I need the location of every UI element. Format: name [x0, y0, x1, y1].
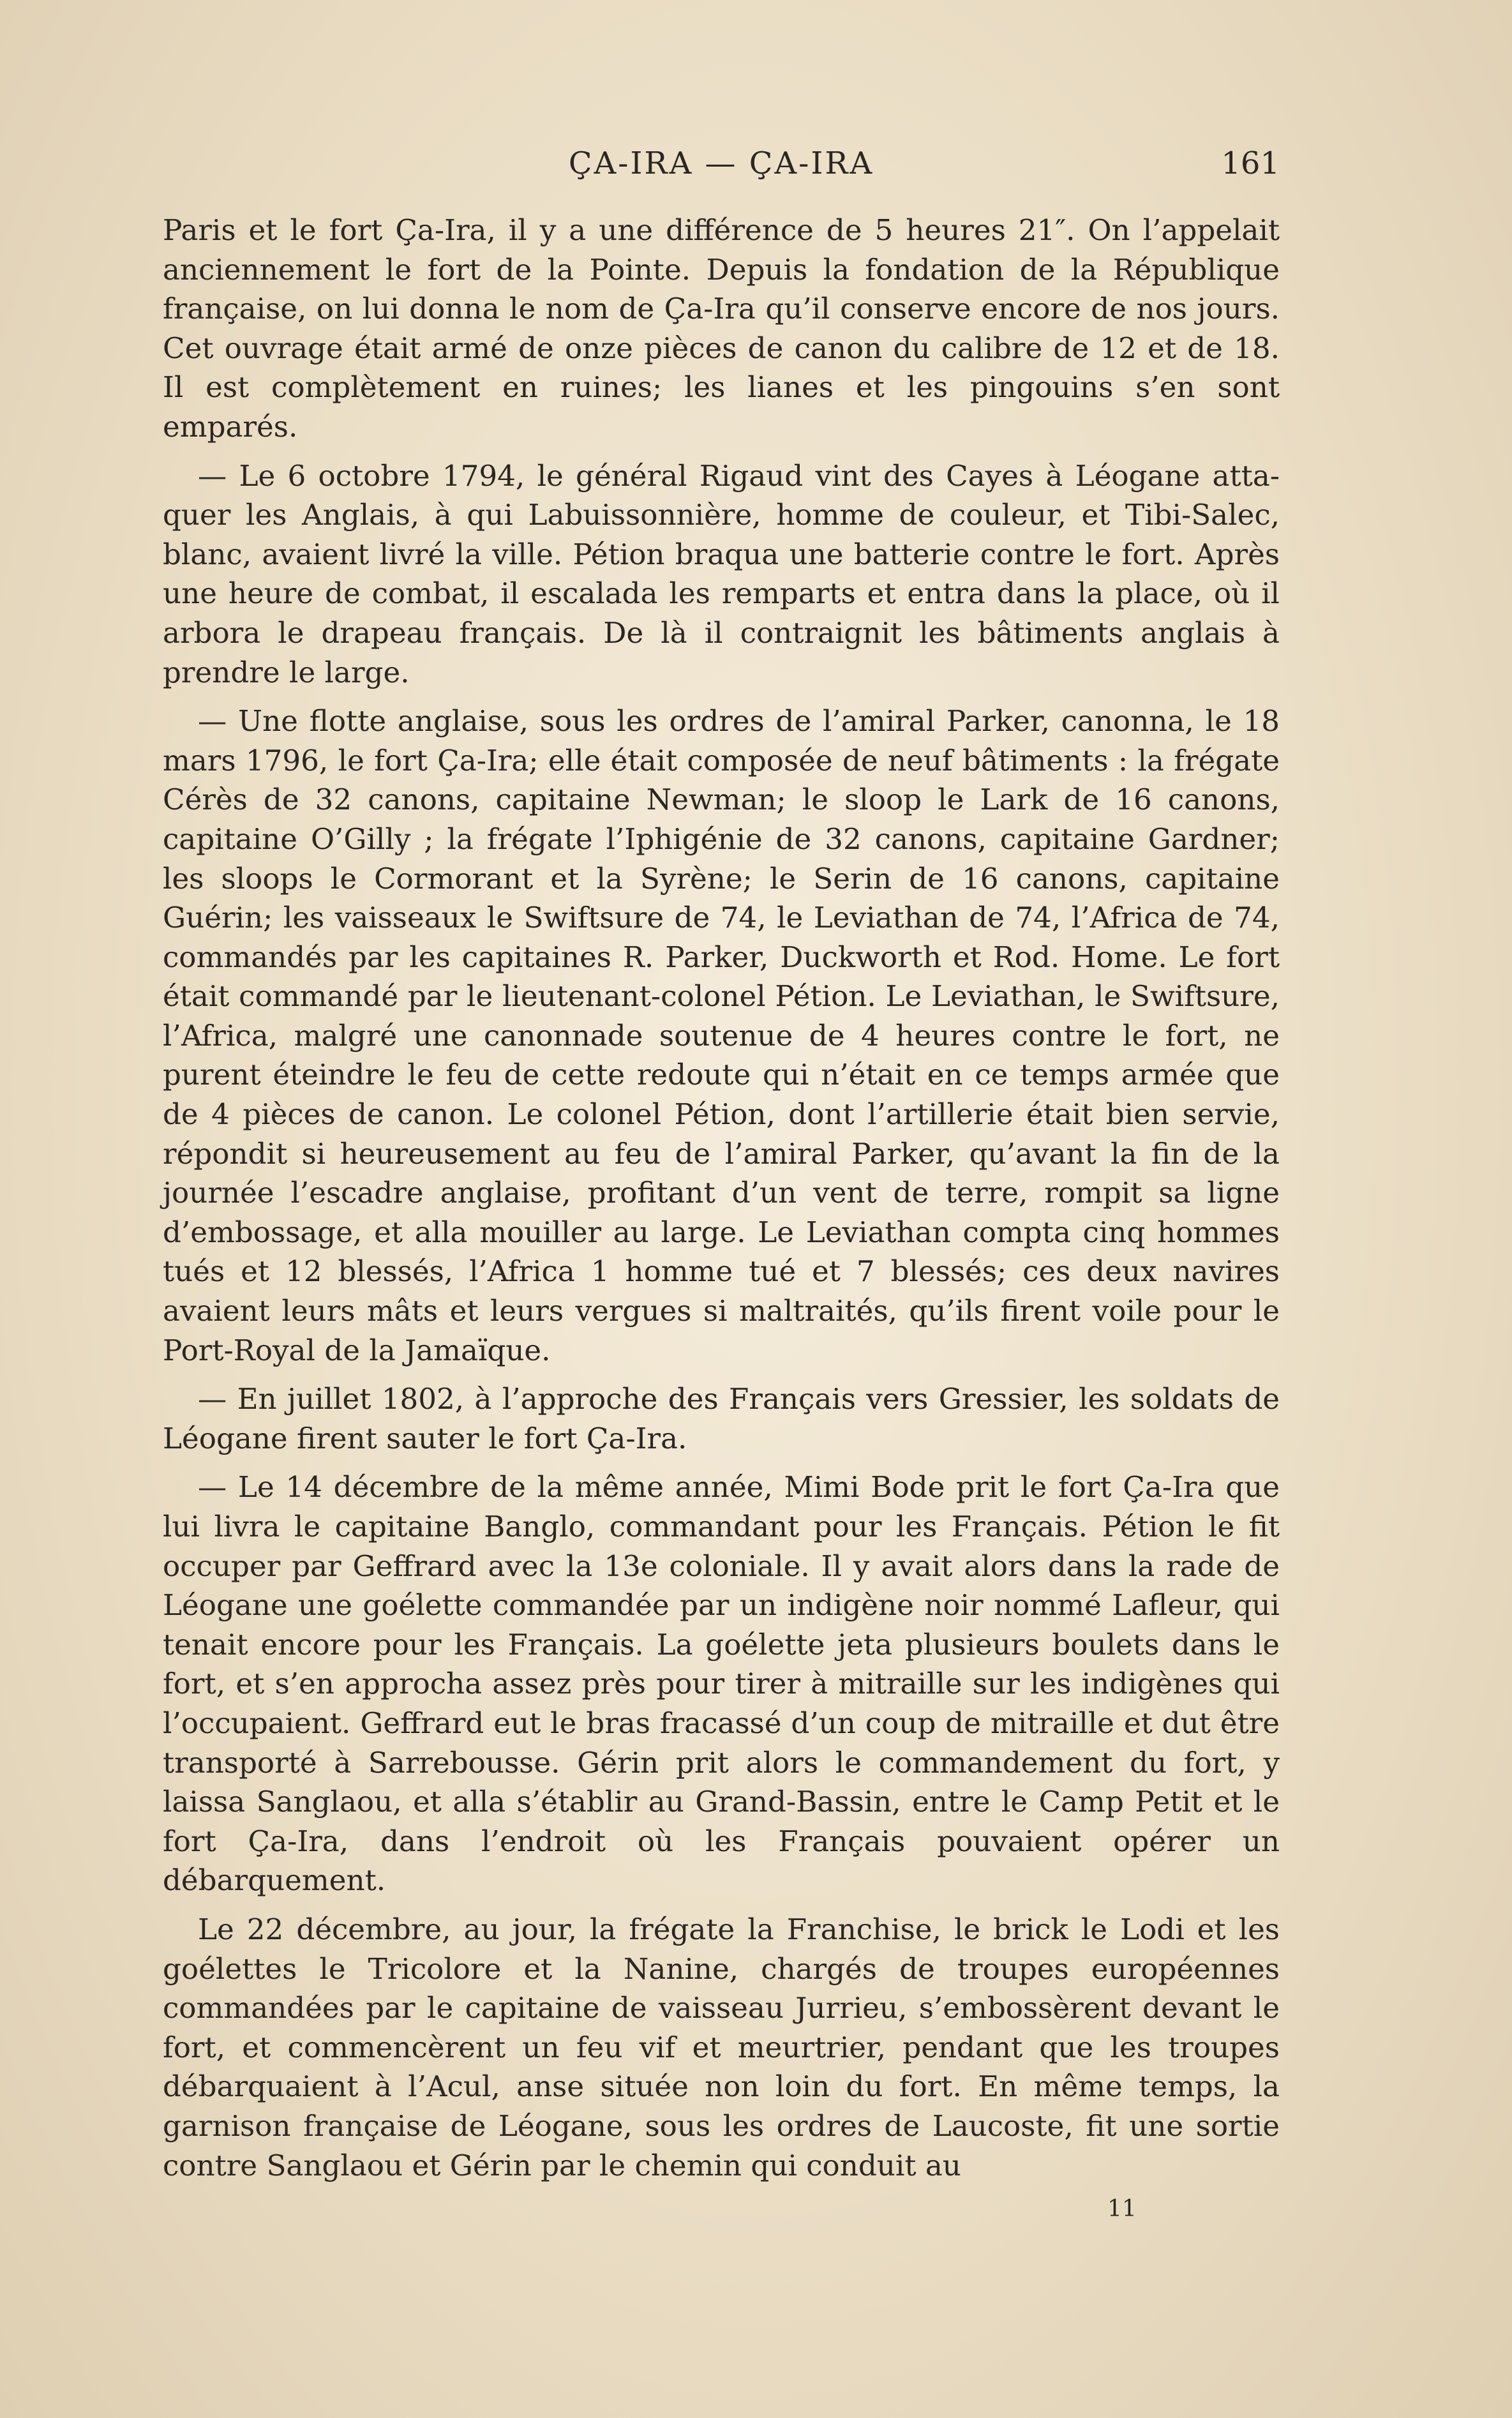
paragraph-2: — Le 6 octobre 1794, le général Rigaud vint des Cayes à Léogane attaquer les Anglais, à qui Labuissonnière, homme de couleur, et Tibi-Salec, blanc, avaient livré la ville. Pétion braqua une batterie contre le fort. Après une heure de combat, il escalada les remparts et entra dans la place, où il arbora le drapeau français. De là il contraignit les bâtiments anglais à prendre le large.	[163, 458, 1280, 689]
paragraph-1: Paris et le fort Ça-Ira, il y a une différence de 5 heures 21″. On l’appelait anciennement le fort de la Pointe. Depuis la fondation de la République française, on lui donna le nom de Ça-Ira qu’il conserve encore de nos jours. Cet ouvrage était armé de onze pièces de canon du calibre de 12 et de 18. Il est complètement en ruines; les lianes et les pingouins s’en sont emparés.	[163, 213, 1280, 444]
body-text	[163, 211, 1280, 2185]
paragraph-3: — Une flotte anglaise, sous les ordres de l’amiral Parker, canonna, le 18 mars 1796, le fort Ça-Ira; elle était composée de neuf bâtiments : la frégate Cérès de 32 canons, capitaine Newman; le sloop le Lark de 16 canons, capitaine O’Gilly ; la frégate l’Iphigénie de 32 canons, capitaine Gardner; les sloops le Cormorant et la Syrène; le Serin de 16 canons, capitaine Guérin; les vaisseaux le Swiftsure de 74, le Leviathan de 74, l’Africa de 74, commandés par les capitaines R. Parker, Duckworth et Rod. Home. Le fort était commandé par le lieutenant-colonel Pétion. Le Leviathan, le Swiftsure, l’Africa, malgré une canonnade soutenue de 4 heures contre le fort, ne purent éteindre le feu de cette redoute qui n’était en ce temps armée que de 4 pièces de canon. Le colonel Pétion, dont l’artillerie était bien servie, répondit si heureusement au feu de l’amiral Parker, qu’avant la fin de la journée l’escadre anglaise, profitant d’un vent de terre, rompit sa ligne d’embossage, et alla mouiller au large. Le Leviathan compta cinq hommes tués et 12 blessés, l’Africa 1 homme tué et 7 blessés; ces deux navires avaient leurs mâts et leurs vergues si maltraités, qu’ils firent voile pour le Port-Royal de la Jamaïque.	[163, 704, 1280, 1367]
paragraph-6: Le 22 décembre, au jour, la frégate la Franchise, le brick le Lodi et les goélettes le Tricolore et la Nanine, chargés de troupes européennes commandées par le capitaine de vaisseau Jurrieu, s’embossèrent devant le fort, et commencèrent un feu vif et meurtrier, pendant que les troupes débarquaient à l’Acul, anse située non loin du fort. En même temps, la garnison française de Léogane, sous les ordres de Laucoste, fit une sortie contre Sanglaou et Gérin par le chemin qui conduit au	[163, 1912, 1280, 2182]
running-head	[163, 146, 1280, 190]
page-number: 161	[1221, 146, 1280, 181]
paragraph-5: — Le 14 décembre de la même année, Mimi Bode prit le fort Ça-Ira que lui livra le capitaine Banglo, commandant pour les Français. Pétion le fit occuper par Geffrard avec la 13e coloniale. Il y avait alors dans la rade de Léogane une goélette commandée par un indigène noir nommé Lafleur, qui tenait encore pour les Français. La goélette jeta plusieurs boulets dans le fort, et s’en approcha assez près pour tirer à mitraille sur les indigènes qui l’occupaient. Geffrard eut le bras fracassé d’un coup de mitraille et dut être transporté à Sarrebousse. Gérin prit alors le commandement du fort, y laissa Sanglaou, et alla s’établir au Grand-Bassin, entre le Camp Petit et le fort Ça-Ira, dans l’endroit où les Français pouvaient opérer un débarquement.	[163, 1470, 1280, 1898]
running-title: ÇA-IRA — ÇA-IRA	[568, 146, 874, 181]
paragraph-4: — En juillet 1802, à l’approche des Français vers Gressier, les soldats de Léogane firent sauter le fort Ça-Ira.	[163, 1382, 1280, 1455]
signature-mark: 11	[1107, 2196, 1137, 2222]
